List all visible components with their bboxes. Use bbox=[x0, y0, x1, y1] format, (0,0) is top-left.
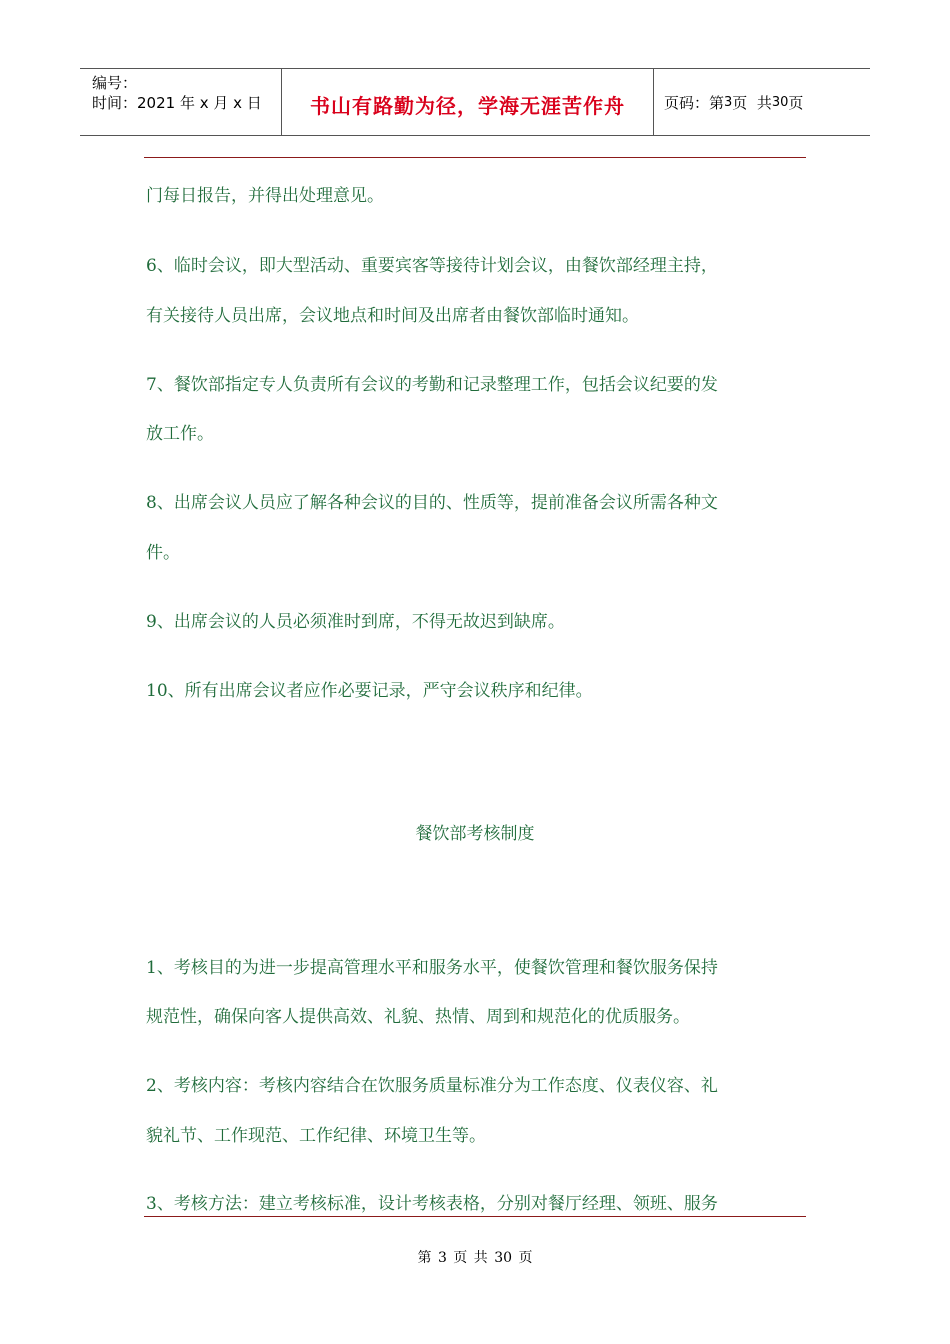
page-header bbox=[80, 68, 870, 136]
document-number-label: 编号： bbox=[92, 74, 138, 92]
header-motto-cell bbox=[282, 69, 654, 135]
section-title: 餐饮部考核制度 bbox=[415, 824, 535, 844]
page-total-number: 30 bbox=[771, 94, 789, 110]
page-current-number: 3 bbox=[724, 94, 733, 110]
body-line: 貌礼节、工作现范、工作纪律、环境卫生等。 bbox=[146, 1126, 486, 1146]
page-suffix: 页 bbox=[788, 93, 804, 112]
body-line: 规范性，确保向客人提供高效、礼貌、热情、周到和规范化的优质服务。 bbox=[146, 1007, 690, 1027]
body-line: 9、出席会议的人员必须准时到席，不得无故迟到缺席。 bbox=[146, 612, 565, 632]
body-line: 放工作。 bbox=[146, 424, 214, 444]
header-divider bbox=[144, 157, 806, 158]
body-line: 8、出席会议人员应了解各种会议的目的、性质等，提前准备会议所需各种文 bbox=[146, 493, 718, 513]
page-prefix: 页码：第 bbox=[664, 93, 725, 112]
body-line: 3、考核方法：建立考核标准，设计考核表格，分别对餐厅经理、领班、服务 bbox=[146, 1194, 718, 1214]
page-footer: 第 3 页 共 30 页 bbox=[417, 1250, 533, 1266]
page-mid: 页 共 bbox=[732, 93, 772, 112]
body-line: 6、临时会议，即大型活动、重要宾客等接待计划会议，由餐饮部经理主持， bbox=[146, 256, 718, 276]
header-meta-cell bbox=[80, 69, 282, 135]
body-line: 有关接待人员出席，会议地点和时间及出席者由餐饮部临时通知。 bbox=[146, 306, 639, 326]
body-line: 10、所有出席会议者应作必要记录，严守会议秩序和纪律。 bbox=[146, 681, 593, 701]
footer-divider bbox=[144, 1216, 806, 1217]
header-page-indicator bbox=[654, 69, 870, 135]
header-motto: 书山有路勤为径，学海无涯苦作舟 bbox=[310, 93, 625, 118]
body-line: 2、考核内容：考核内容结合在饮服务质量标准分为工作态度、仪表仪容、礼 bbox=[146, 1076, 718, 1096]
body-line: 门每日报告，并得出处理意见。 bbox=[146, 186, 384, 206]
document-date-label: 时间：2021 年 x 月 x 日 bbox=[92, 94, 262, 112]
body-line: 7、餐饮部指定专人负责所有会议的考勤和记录整理工作，包括会议纪要的发 bbox=[146, 375, 718, 395]
body-line: 1、考核目的为进一步提高管理水平和服务水平，使餐饮管理和餐饮服务保持 bbox=[146, 958, 718, 978]
body-line: 件。 bbox=[146, 543, 180, 563]
